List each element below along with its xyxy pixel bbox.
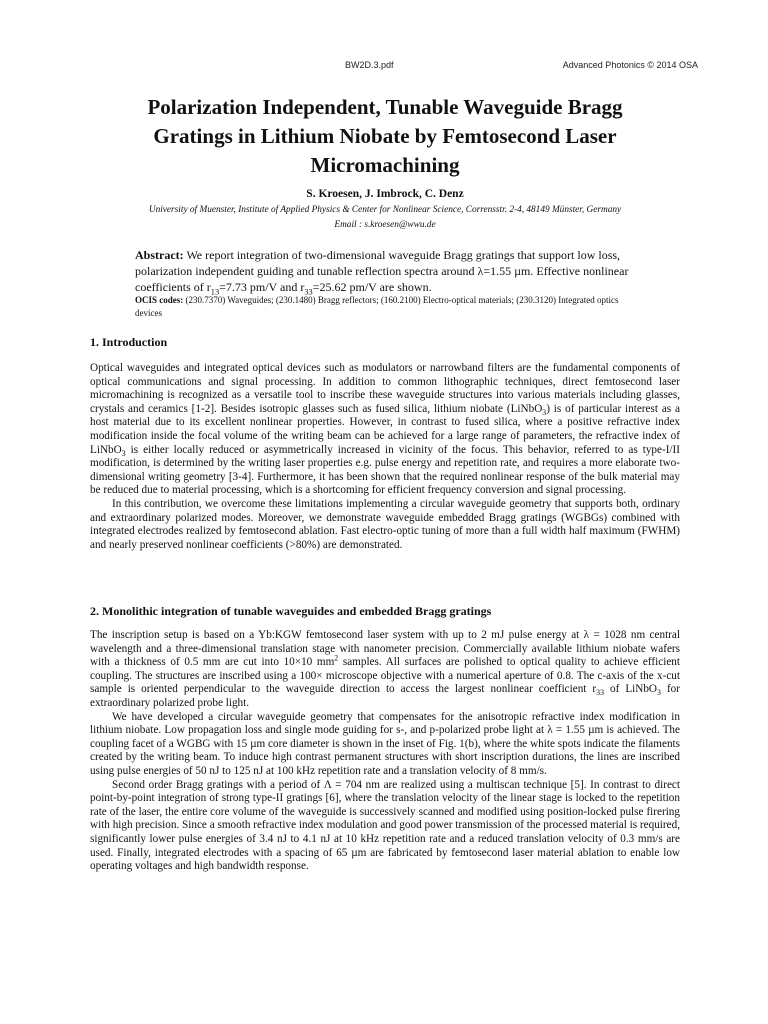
header-conference: Advanced Photonics © 2014 OSA	[562, 60, 698, 70]
mono-paragraph-3: Second order Bragg gratings with a period of Λ = 704 nm are realized using a multiscan technique [5]. In contrast to direct point-by-point integration of strong type-II gratings [6], where the translation velocity of the linear stage is locked to the repetition rate of the laser, the entire core volume of the waveguide is successively scanned and modified using position-locked pulse firering with high precision. Since a smooth refractive index modulation and good power transmission of the processed material is required, significantly lower pulse energies of 3.4 nJ to 4.1 nJ at 10 kHz repetition rate and a reduced translation velocity of 0.3 mm/s are used. Finally, integrated electrodes with a spacing of 65 µm are fabricated by femtosecond laser material ablation to enable low operating voltages and high bandwidth response.	[90, 778, 680, 873]
paper-title	[90, 93, 680, 180]
section-introduction	[90, 335, 680, 552]
title-line-2: Gratings in Lithium Niobate by Femtosecond Laser	[153, 124, 617, 148]
intro-p1-text-c: is either locally reduced or asymmetrically increased in vicinity of the focus. This behavior, referred to as type-I/II modification, is determined by the writing laser properties e.g. pulse energy and repetition rate, and requires a more elaborate two-dimensional writing geometry [3-4]. Furthermore, it has been shown that the required nonlinear response of the bulk material may be reduced due to material processing, which is a shortcoming for efficient frequency conversion and signal processing.	[90, 443, 680, 497]
affiliation: University of Muenster, Institute of Applied Physics & Center for Nonlinear Science, Corrensstr. 2-4, 48149 Münster, Germany	[148, 205, 622, 215]
mono-p1-text-d: for extraordinary polarized probe light.	[90, 683, 680, 709]
intro-p1-text-b: ) is of particular interest as a host material due to its excellent nonlinear properties. However, in contrast to fused silica, where a positive refractive index modification inside the focal volume of the writing beam can be achieved for a large range of parameters, the refractive index of LiNbO	[90, 402, 680, 456]
email: Email : s.kroesen@wwu.de	[334, 220, 436, 230]
header-filename: BW2D.3.pdf	[345, 60, 394, 70]
intro-paragraph-2: In this contribution, we overcome these limitations implementing a circular waveguide geometry that supports both, ordinary and extraordinary polarized modes. Moreover, we demonstrate waveguide embedded Bragg gratings (WGBGs) combined with integrated electrodes realized by femtosecond ablation. Fast electro-optic tuning of more than a full width half maximum (FWHM) and nearly preserved nonlinear coefficients (>80%) are demonstrated.	[90, 497, 680, 551]
ocis-text: (230.7370) Waveguides; (230.1480) Bragg reflectors; (160.2100) Electro-optical materials; (230.3120) Integrated optics devices	[135, 295, 619, 318]
abstract-text-b: =7.73 pm/V and r	[219, 280, 305, 294]
mono-p1-sub-3: 3	[657, 688, 661, 698]
intro-p1-sub-a: 3	[542, 408, 547, 418]
mono-p1-text-b: samples. All surfaces are polished to optical quality to achieve efficient coupling. The structures are inscribed using a 100× microscope objective with a numerical aperture of 0.8. The c-axis of the x-cut sample is oriented perpendicular to the waveguide direction to access the largest nonlinear coefficient r	[90, 656, 681, 696]
mono-p1-text-a: The inscription setup is based on a Yb:KGW femtosecond laser system with up to 2 mJ pulse energy at λ = 1028 nm central wavelength and a three-dimensional translation stage with nanometer precision. Commercially available lithium niobate wafers with a thickness of 0.5 mm are cut into 10×10 mm	[90, 629, 680, 669]
mono-p1-sub-33: 33	[596, 688, 604, 698]
section-heading-introduction: 1. Introduction	[90, 335, 168, 349]
section-monolithic	[90, 604, 680, 874]
mono-paragraph-1	[90, 629, 680, 711]
title-line-1: Polarization Independent, Tunable Waveguide Bragg	[147, 95, 623, 119]
mono-p1-text-c: of LiNbO	[603, 683, 658, 696]
abstract-text-a: We report integration of two-dimensional waveguide Bragg gratings that support low loss, polarization independent guiding and tunable reflection spectra around λ=1.55 µm. Effective nonlinear coefficients of r	[135, 248, 629, 294]
abstract-sub-33: 33	[304, 287, 313, 297]
title-line-3: Micromachining	[310, 153, 460, 177]
authors: S. Kroesen, J. Imbrock, C. Denz	[306, 188, 464, 200]
mono-paragraph-2: We have developed a circular waveguide geometry that compensates for the anisotropic refractive index modification in lithium niobate. Low propagation loss and single mode guiding for s-, and p-polarized probe light at λ = 1.55 µm is achieved. The coupling facet of a WGBG with 15 µm core diameter is shown in the inset of Fig. 1(b), where the white spots indicate the filaments created by the writing beam. To induce high contrast permanent structures with short inscription durations, the lines are inscribed using pulse energies of 50 nJ to 125 nJ at 100 kHz repetition rate and a translation velocity of 8 mm/s.	[90, 710, 680, 777]
abstract-text-c: =25.62 pm/V are shown.	[312, 280, 432, 294]
section-heading-monolithic: 2. Monolithic integration of tunable waveguides and embedded Bragg gratings	[90, 604, 492, 618]
intro-p1-text-a: Optical waveguides and integrated optical devices such as modulators or narrowband filters are the fundamental components of optical communications and signal processing. In addition to common lithographic techniques, direct femtosecond laser micromachining is recognized as a versatile tool to inscribe these waveguide structures into various materials including glasses, crystals and ceramics [1-2]. Besides isotropic glasses such as fused silica, lithium niobate (LiNbO	[90, 362, 680, 415]
abstract	[135, 247, 639, 295]
ocis-label: OCIS codes:	[135, 295, 184, 305]
mono-p1-sup: 2	[334, 653, 339, 663]
intro-p1-sub-b: 3	[121, 448, 126, 458]
ocis-codes	[135, 294, 639, 319]
abstract-label: Abstract:	[135, 248, 184, 262]
abstract-sub-13: 13	[210, 287, 220, 297]
intro-paragraph-1	[90, 362, 680, 498]
